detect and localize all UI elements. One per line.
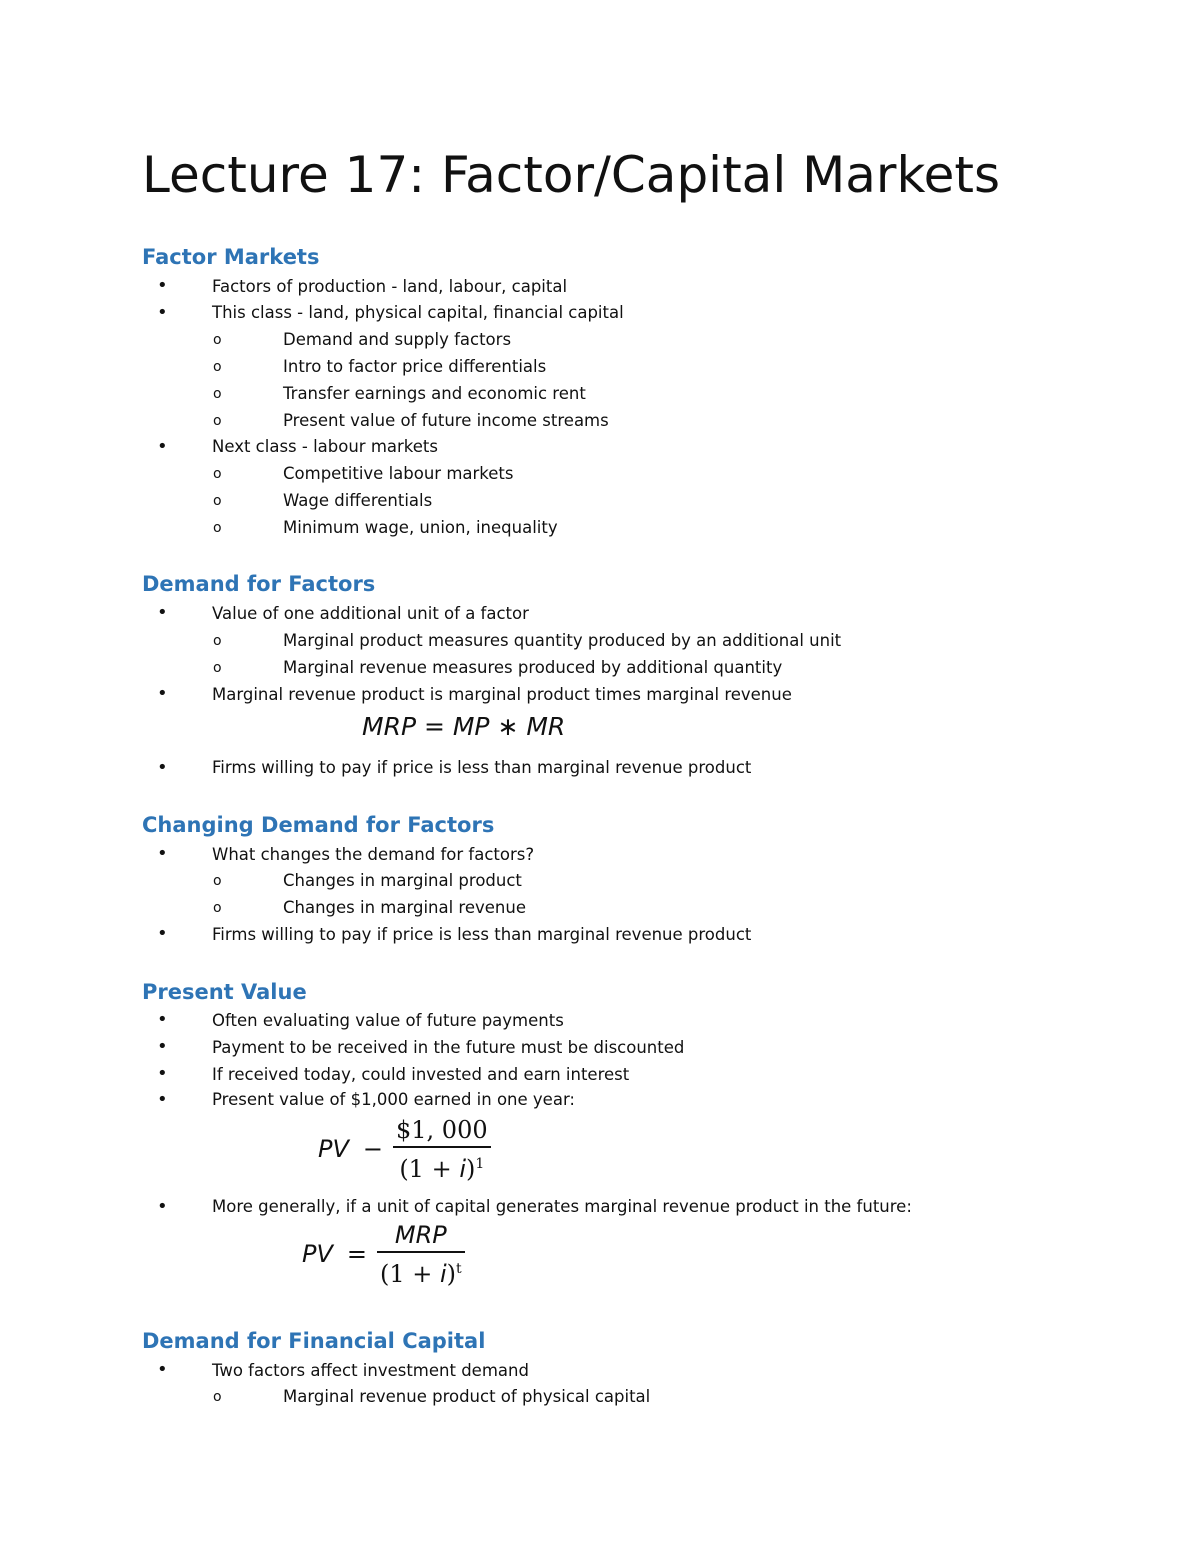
sub-list-item: Marginal revenue product of physical capital	[283, 1387, 651, 1406]
sub-list-item: Changes in marginal product	[283, 871, 522, 890]
sub-bullet-marker: o	[213, 660, 222, 676]
sub-bullet-marker: o	[213, 466, 222, 482]
bullet-marker: •	[157, 757, 168, 778]
list-item: Present value of $1,000 earned in one year:	[212, 1090, 575, 1109]
bullet-marker: •	[157, 1196, 168, 1217]
fraction	[393, 1114, 491, 1185]
bullet-marker: •	[157, 302, 168, 323]
bullet-marker: •	[157, 436, 168, 457]
bullet-marker: •	[157, 683, 168, 704]
relation-symbol: −	[362, 1135, 383, 1164]
present-value-equation-one-year	[318, 1114, 491, 1185]
bullet-marker: •	[157, 843, 168, 864]
sub-bullet-marker: o	[213, 900, 222, 916]
list-item: Firms willing to pay if price is less than marginal revenue product	[212, 925, 752, 944]
bullet-marker: •	[157, 1063, 168, 1084]
list-item: Often evaluating value of future payments	[212, 1011, 564, 1030]
sub-bullet-marker: o	[213, 332, 222, 348]
section-heading-changing-demand: Changing Demand for Factors	[142, 813, 495, 837]
bullet-marker: •	[157, 923, 168, 944]
pv-symbol: PV	[302, 1240, 333, 1269]
list-item: This class - land, physical capital, financial capital	[212, 303, 624, 322]
fraction-numerator: $1, 000	[396, 1116, 488, 1144]
sub-list-item: Demand and supply factors	[283, 330, 512, 349]
bullet-marker: •	[157, 275, 168, 296]
bullet-marker: •	[157, 1036, 168, 1057]
list-item: Firms willing to pay if price is less than marginal revenue product	[212, 758, 752, 777]
sub-list-item: Changes in marginal revenue	[283, 898, 526, 917]
page-title: Lecture 17: Factor/Capital Markets	[142, 146, 1001, 204]
sub-bullet-marker: o	[213, 873, 222, 889]
fraction	[377, 1219, 465, 1290]
list-item: Value of one additional unit of a factor	[212, 604, 529, 623]
sub-bullet-marker: o	[213, 359, 222, 375]
sub-list-item: Marginal product measures quantity produced by an additional unit	[283, 631, 842, 650]
sub-bullet-marker: o	[213, 520, 222, 536]
list-item: Marginal revenue product is marginal product times marginal revenue	[212, 685, 792, 704]
list-item: What changes the demand for factors?	[212, 845, 535, 864]
list-item: Payment to be received in the future must be discounted	[212, 1038, 685, 1057]
sub-list-item: Competitive labour markets	[283, 464, 514, 483]
section-heading-present-value: Present Value	[142, 980, 307, 1004]
sub-list-item: Present value of future income streams	[283, 411, 609, 430]
bullet-marker: •	[157, 1359, 168, 1380]
list-item: Two factors affect investment demand	[212, 1361, 529, 1380]
bullet-marker: •	[157, 1089, 168, 1110]
list-item: Factors of production - land, labour, capital	[212, 277, 568, 296]
section-heading-demand-for-factors: Demand for Factors	[142, 572, 376, 596]
sub-bullet-marker: o	[213, 386, 222, 402]
relation-symbol: =	[346, 1240, 367, 1269]
list-item: More generally, if a unit of capital generates marginal revenue product in the future:	[212, 1197, 912, 1216]
mrp-equation: MRP = MP ∗ MR	[362, 712, 566, 741]
section-heading-factor-markets: Factor Markets	[142, 245, 320, 269]
sub-list-item: Transfer earnings and economic rent	[283, 384, 586, 403]
list-item: If received today, could invested and earn interest	[212, 1065, 630, 1084]
sub-bullet-marker: o	[213, 633, 222, 649]
sub-list-item: Marginal revenue measures produced by additional quantity	[283, 658, 783, 677]
section-heading-financial-capital: Demand for Financial Capital	[142, 1329, 486, 1353]
present-value-equation-general	[302, 1219, 465, 1290]
sub-bullet-marker: o	[213, 493, 222, 509]
fraction-denominator: $(1 + i)^1$	[399, 1154, 485, 1183]
list-item: Next class - labour markets	[212, 437, 438, 456]
sub-list-item: Wage differentials	[283, 491, 433, 510]
bullet-marker: •	[157, 602, 168, 623]
sub-list-item: Minimum wage, union, inequality	[283, 518, 558, 537]
sub-bullet-marker: o	[213, 413, 222, 429]
bullet-marker: •	[157, 1009, 168, 1030]
fraction-denominator: $(1 + i)^t$	[380, 1259, 462, 1288]
pv-symbol: PV	[318, 1135, 349, 1164]
fraction-numerator: MRP	[394, 1221, 447, 1249]
sub-list-item: Intro to factor price differentials	[283, 357, 547, 376]
sub-bullet-marker: o	[213, 1389, 222, 1405]
